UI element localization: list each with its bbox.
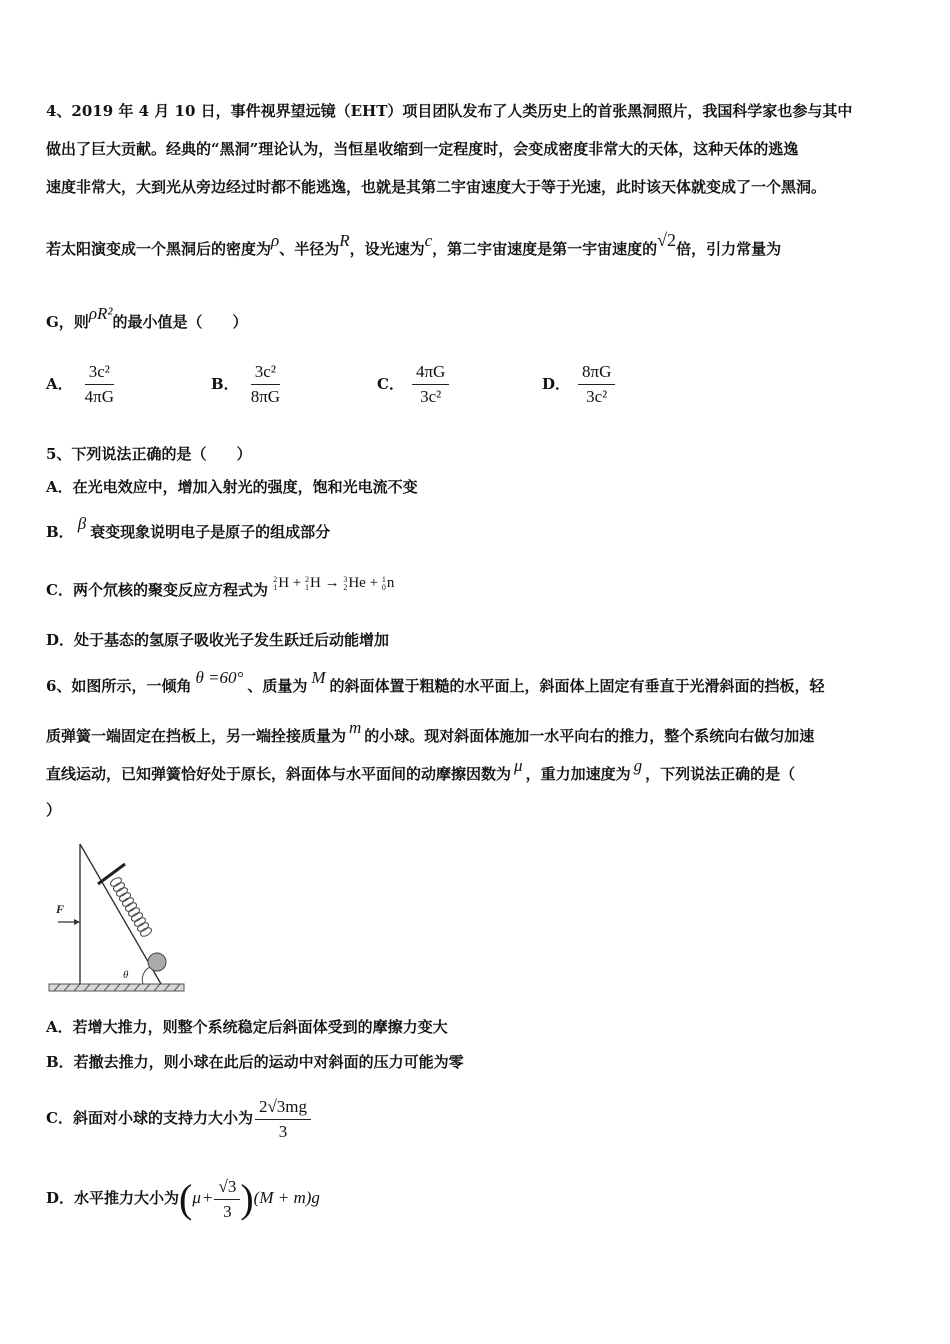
q4-line-2: 做出了巨大贡献。经典的“黑洞”理论认为，当恒星收缩到一定程度时，会变成密度非常大的天体，这种天体的逃逸 (46, 140, 799, 158)
ball (148, 953, 166, 971)
denominator: 3c² (420, 387, 442, 406)
fusion-equation (273, 575, 394, 591)
mass-number: 3 (343, 574, 348, 584)
angle-arc (142, 967, 150, 984)
q6-text: 的斜面体置于粗糙的水平面上，斜面体上固定有垂直于光滑斜面的挡板，轻 (329, 677, 825, 695)
option-text: D．水平推力大小为 (46, 1189, 180, 1207)
q6-option-c[interactable] (46, 1093, 311, 1143)
isotope-numbers (305, 576, 309, 592)
rho-symbol: ρ (271, 231, 280, 250)
option-label: C． (377, 374, 404, 393)
q4-option-c[interactable] (377, 362, 449, 407)
q4-text: 、半径为 (279, 240, 340, 258)
q4-line-3: 速度非常大，大到光从旁边经过时都不能逃逸，也就是其第二宇宙速度大于等于光速，此时该天体就变成了一个黑洞。 (46, 178, 827, 196)
plus-sign: + (202, 1188, 213, 1207)
q6-option-a[interactable]: A．若增大推力，则整个系统稳定后斜面体受到的摩擦力变大 (46, 1018, 448, 1036)
left-paren: ( (179, 1176, 193, 1221)
light-speed-symbol: c (424, 231, 433, 250)
q6-text: 直线运动，已知弹簧恰好处于原长，斜面体与水平面间的动摩擦因数为 (46, 765, 512, 783)
incline-figure (46, 836, 191, 1005)
right-paren: ) (240, 1176, 254, 1221)
q6-line-4: ） (46, 801, 62, 819)
option-label: B． (211, 374, 239, 393)
denominator: 3 (223, 1201, 232, 1221)
option-label: D． (542, 374, 571, 393)
q6-text: ，下列说法正确的是（ (645, 765, 796, 783)
big-mass-symbol: M (311, 668, 326, 687)
force-label: F (56, 902, 65, 916)
option-text: 衰变现象说明电子是原子的组成部分 (90, 523, 331, 541)
q4-line-5 (46, 304, 248, 332)
q4-line-1: 4、2019 年 4 月 10 日，事件视界望远镜（EHT）项目团队发布了人类历史上的首张黑洞照片，我国科学家也参与其中 (46, 102, 853, 120)
theta-expression: θ =60° (195, 668, 244, 687)
incline-diagram (46, 836, 191, 1001)
option-text: C．斜面对小球的支持力大小为 (46, 1109, 253, 1127)
atomic-number: 0 (381, 582, 386, 592)
isotope-numbers (382, 576, 386, 592)
q6-line-2 (46, 718, 815, 746)
q4-text: 若太阳演变成一个黑洞后的密度为 (46, 240, 272, 258)
q4-option-b[interactable] (211, 362, 284, 407)
isotope-numbers (343, 576, 347, 592)
neutron-symbol: n (386, 575, 395, 591)
radius-symbol: R (339, 231, 350, 250)
gravity-symbol: g (633, 756, 643, 775)
beta-symbol: β (77, 514, 87, 533)
hydrogen-symbol: H (310, 575, 321, 591)
small-mass-symbol: m (349, 718, 362, 737)
q6-line-3 (46, 756, 796, 784)
numerator: 8πG (578, 362, 615, 385)
q6-text: ，重力加速度为 (525, 765, 631, 783)
denominator: 3 (278, 1121, 288, 1141)
q6-text: 质弹簧一端固定在挡板上，另一端拴接质量为 (46, 727, 347, 745)
isotope-numbers (273, 576, 277, 592)
q5-option-c[interactable] (46, 574, 395, 601)
atomic-number: 1 (305, 582, 309, 592)
numerator: 4πG (412, 362, 449, 385)
angle-label: θ (123, 969, 129, 981)
fraction (578, 362, 615, 407)
q4-option-a[interactable] (46, 362, 118, 407)
numerator: 3c² (85, 362, 114, 385)
hydrogen-symbol: H (278, 575, 290, 591)
numerator: 3c² (251, 362, 280, 385)
denominator: 8πG (250, 387, 281, 406)
q6-option-d[interactable] (46, 1172, 320, 1224)
mu-symbol: μ (514, 756, 523, 775)
force-arrow (58, 919, 80, 925)
mu-symbol: μ (192, 1188, 201, 1207)
denominator: 4πG (84, 387, 115, 406)
q5-option-d[interactable]: D．处于基态的氢原子吸收光子发生跃迁后动能增加 (46, 631, 390, 649)
fraction (412, 362, 449, 407)
q4-text: 的最小值是（ ） (112, 313, 248, 331)
mass-number: 2 (305, 574, 309, 584)
q6-line-1 (46, 668, 825, 696)
mass-number: 2 (273, 574, 278, 584)
option-text: C．两个氘核的聚变反应方程式为 (46, 581, 268, 599)
q4-text: ，第二宇宙速度是第一宇宙速度的 (432, 240, 658, 258)
rho-r-squared: ρR² (88, 304, 113, 323)
helium-symbol: He (348, 575, 366, 591)
option-label: A． (46, 374, 73, 393)
q4-text: 倍，引力常量为 (676, 240, 782, 258)
q6-option-b[interactable]: B．若撤去推力，则小球在此后的运动中对斜面的压力可能为零 (46, 1053, 464, 1071)
plus-sign: + (292, 575, 302, 591)
q6-text: 6、如图所示，一倾角 (46, 677, 192, 695)
atomic-number: 2 (343, 582, 348, 592)
q4-text: G，则 (46, 313, 89, 331)
q6-text: 的小球。现对斜面体施加一水平向右的推力，整个系统向右做匀加速 (364, 727, 815, 745)
q4-line-4 (46, 230, 782, 259)
q4-option-d[interactable] (542, 362, 615, 407)
sqrt2-expression: √2 (657, 230, 677, 250)
fraction (255, 1097, 311, 1142)
q5-option-a[interactable]: A．在光电效应中，增加入射光的强度，饱和光电流不变 (46, 478, 418, 496)
fraction (214, 1177, 240, 1222)
q6-text: 、质量为 (247, 677, 308, 695)
option-label: B． (46, 523, 74, 541)
plus-sign: + (369, 575, 379, 591)
denominator: 3c² (586, 387, 608, 406)
q5-option-b[interactable] (46, 514, 331, 542)
mass-sum-expression: (M + m)g (253, 1188, 320, 1207)
spring (109, 876, 153, 938)
arrow-icon: → (324, 575, 340, 591)
numerator: √3 (214, 1177, 240, 1200)
atomic-number: 1 (273, 582, 278, 592)
q4-text: ，设光速为 (349, 240, 425, 258)
fraction (81, 362, 118, 407)
q5-stem: 5、下列说法正确的是（ ） (46, 445, 252, 463)
mass-number: 1 (381, 574, 386, 584)
ground (49, 984, 184, 991)
numerator: 2√3mg (255, 1097, 311, 1120)
fraction (247, 362, 284, 407)
